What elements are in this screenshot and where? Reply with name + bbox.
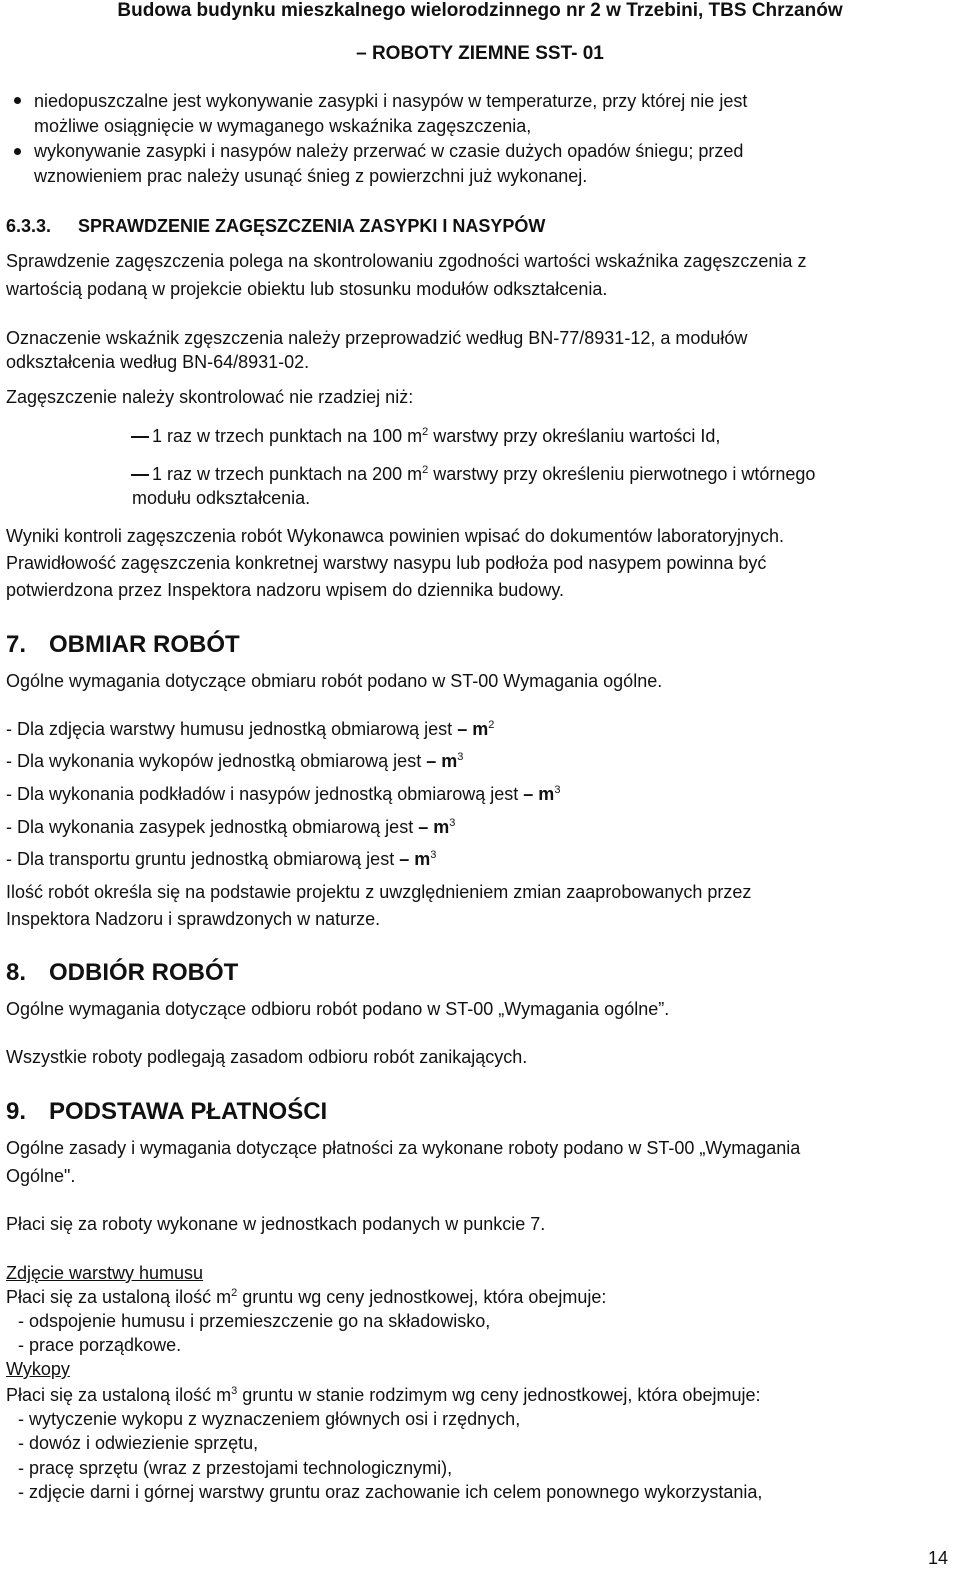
section-title: ODBIÓR ROBÓT: [49, 959, 239, 986]
paragraph-line: Zagęszczenie należy skontrolować nie rzadziej niż:: [6, 387, 414, 407]
list-item: - odspojenie humusu i przemieszczenie go na składowisko,: [18, 1311, 491, 1331]
paragraph-line: Prawidłowość zagęszczenia konkretnej warstwy nasypu lub podłoża pod nasypem powinna być: [6, 553, 767, 573]
list-item: - dowóz i odwiezienie sprzętu,: [18, 1433, 259, 1453]
bullet-text: wznowieniem prac należy usunąć śnieg z powierzchni już wykonanej.: [34, 166, 588, 186]
section-title: OBMIAR ROBÓT: [49, 631, 240, 658]
measure-text: - Dla wykonania zasypek jednostką obmiarową jest: [6, 817, 419, 837]
list-item: - zdjęcie darni i górnej warstwy gruntu oraz zachowanie ich celem ponownego wykorzystania,: [18, 1482, 763, 1502]
superscript: 3: [554, 784, 561, 796]
page-number: 14: [928, 1548, 949, 1568]
paragraph-line: Wszystkie roboty podlegają zasadom odbioru robót zanikających.: [6, 1047, 528, 1067]
section-title: PODSTAWA PŁATNOŚCI: [49, 1098, 328, 1125]
measure-unit: – m: [457, 719, 489, 739]
dash-item: [152, 424, 720, 448]
dash-item-text: warstwy przy określeniu pierwotnego i wtórnego: [428, 464, 816, 484]
measure-text: - Dla zdjęcia warstwy humusu jednostką obmiarową jest: [6, 719, 458, 739]
superscript: 2: [231, 1287, 238, 1299]
bullet-dot: [14, 97, 21, 104]
dash-marker: [131, 474, 149, 476]
paragraph-line: Ogólne wymagania dotyczące obmiaru robót podano w ST-00 Wymagania ogólne.: [6, 671, 663, 691]
superscript: 3: [457, 751, 464, 763]
section-number: 7.: [6, 631, 27, 658]
dash-item: [152, 462, 815, 486]
paragraph-text: Płaci się za ustaloną ilość m: [6, 1385, 232, 1405]
document-subtitle: – ROBOTY ZIEMNE SST- 01: [356, 43, 604, 64]
paragraph-line: Wyniki kontroli zagęszczenia robót Wykonawca powinien wpisać do dokumentów laboratoryjnych.: [6, 526, 785, 546]
section-heading: [6, 959, 238, 987]
paragraph-line: Inspektora Nadzoru i sprawdzonych w naturze.: [6, 909, 381, 929]
paragraph-line: [6, 1285, 606, 1309]
section-number: 8.: [6, 959, 27, 986]
paragraph-line: Płaci się za roboty wykonane w jednostkach podanych w punkcie 7.: [6, 1214, 546, 1234]
paragraph-text: gruntu wg ceny jednostkowej, która obejmuje:: [237, 1287, 607, 1307]
measure-item: [6, 782, 560, 806]
measure-unit: – m: [426, 751, 458, 771]
bullet-text: możliwe osiągnięcie w wymaganego wskaźnika zagęszczenia,: [34, 116, 532, 136]
measure-text: - Dla wykonania wykopów jednostką obmiarową jest: [6, 751, 427, 771]
section-number: 9.: [6, 1098, 27, 1125]
paragraph-line: odkształcenia według BN-64/8931-02.: [6, 352, 310, 372]
superscript: 3: [231, 1385, 238, 1397]
list-item: - prace porządkowe.: [18, 1335, 182, 1355]
measure-unit: – m: [418, 817, 450, 837]
measure-item: [6, 749, 463, 773]
measure-item: [6, 717, 494, 741]
dash-marker: [131, 436, 149, 438]
paragraph-line: [6, 1383, 760, 1407]
dash-item-text: modułu odkształcenia.: [132, 488, 311, 508]
bullet-text: wykonywanie zasypki i nasypów należy przerwać w czasie dużych opadów śniegu; przed: [34, 141, 744, 161]
section-heading: [6, 631, 240, 659]
superscript: 2: [488, 719, 495, 731]
section-heading: [6, 216, 545, 237]
superscript: 2: [422, 426, 429, 438]
dash-item-text: warstwy przy określaniu wartości Id,: [428, 426, 721, 446]
measure-unit: – m: [399, 849, 431, 869]
subsection-heading: Zdjęcie warstwy humusu: [6, 1263, 204, 1283]
list-item: - pracę sprzętu (wraz z przestojami technologicznymi),: [18, 1458, 453, 1478]
section-heading: [6, 1098, 327, 1126]
paragraph-line: Ogólne zasady i wymagania dotyczące płatności za wykonane roboty podano w ST-00 „Wymagania: [6, 1138, 801, 1158]
paragraph-line: wartością podaną w projekcie obiektu lub stosunku modułów odkształcenia.: [6, 279, 608, 299]
paragraph-line: Oznaczenie wskaźnik zgęszczenia należy przeprowadzić według BN-77/8931-12, a modułów: [6, 328, 748, 348]
measure-text: - Dla transportu gruntu jednostką obmiarową jest: [6, 849, 400, 869]
measure-item: [6, 815, 455, 839]
bullet-text: niedopuszczalne jest wykonywanie zasypki i nasypów w temperaturze, przy której nie jest: [34, 91, 748, 111]
superscript: 3: [449, 817, 456, 829]
paragraph-line: potwierdzona przez Inspektora nadzoru wpisem do dziennika budowy.: [6, 580, 564, 600]
paragraph-line: Ogólne wymagania dotyczące odbioru robót podano w ST-00 „Wymagania ogólne”.: [6, 999, 670, 1019]
bullet-dot: [14, 148, 21, 155]
dash-item-text: 1 raz w trzech punktach na 100 m: [152, 426, 423, 446]
paragraph-text: gruntu w stanie rodzimym wg ceny jednostkowej, która obejmuje:: [237, 1385, 761, 1405]
measure-text: - Dla wykonania podkładów i nasypów jednostką obmiarową jest: [6, 784, 524, 804]
dash-item-text: 1 raz w trzech punktach na 200 m: [152, 464, 423, 484]
superscript: 2: [422, 464, 429, 476]
superscript: 3: [430, 849, 437, 861]
subsection-heading: Wykopy: [6, 1359, 70, 1379]
paragraph-line: Ilość robót określa się na podstawie projektu z uwzględnieniem zmian zaaprobowanych przez: [6, 882, 752, 902]
paragraph-line: Ogólne".: [6, 1166, 76, 1186]
paragraph-text: Płaci się za ustaloną ilość m: [6, 1287, 232, 1307]
section-number: 6.3.3.: [6, 216, 52, 236]
list-item: - wytyczenie wykopu z wyznaczeniem głównych osi i rzędnych,: [18, 1409, 521, 1429]
measure-unit: – m: [523, 784, 555, 804]
measure-item: [6, 847, 436, 871]
paragraph-line: Sprawdzenie zagęszczenia polega na skontrolowaniu zgodności wartości wskaźnika zagęszczenia z: [6, 251, 807, 271]
document-title: Budowa budynku mieszkalnego wielorodzinnego nr 2 w Trzebini, TBS Chrzanów: [117, 0, 843, 21]
section-title: SPRAWDZENIE ZAGĘSZCZENIA ZASYPKI I NASYPÓW: [78, 216, 546, 236]
